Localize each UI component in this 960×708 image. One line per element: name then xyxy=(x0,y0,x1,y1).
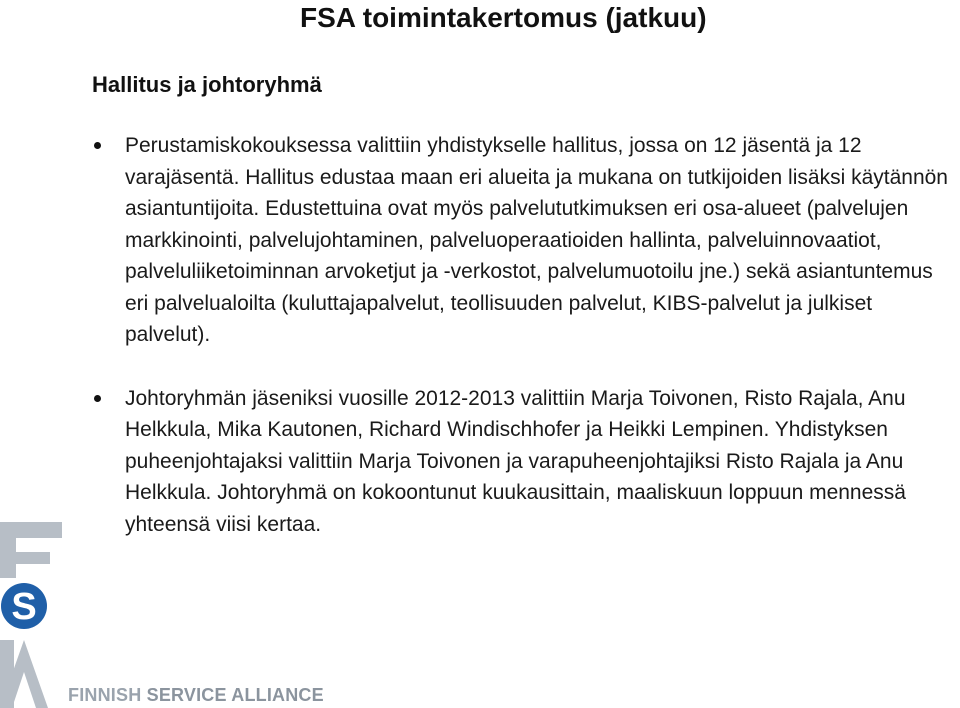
bullet-dot-icon xyxy=(94,395,101,402)
bullet-item xyxy=(90,130,950,351)
fsa-logo-icon xyxy=(0,522,62,708)
bullet-text: Johtoryhmän jäseniksi vuosille 2012-2013 valittiin Marja Toivonen, Risto Rajala, Anu Helkkula, Mika Kautonen, Richard Windischhofer ja Heikki Lempinen. Yhdistyksen puheenjohtajaksi valittiin Marja Toivonen ja varapuheenjohtajiksi Risto Rajala ja Anu Helkkula. Johtoryhmä on kokoontunut kuukausittain, maaliskuun loppuun mennessä yhteensä viisi kertaa. xyxy=(125,386,906,536)
logo-wordmark xyxy=(68,684,324,706)
logo-mark-letter: S xyxy=(11,586,37,628)
bullet-list xyxy=(90,130,950,540)
logo-word-service-alliance: SERVICE ALLIANCE xyxy=(146,685,324,705)
bullet-item xyxy=(90,383,950,541)
bullet-text: Perustamiskokouksessa valittiin yhdistykselle hallitus, jossa on 12 jäsentä ja 12 varajäsentä. Hallitus edustaa maan eri alueita ja mukana on tutkijoiden lisäksi käytännön asiantuntijoita. Edustettuina ovat myös palvelututkimuksen eri osa-alueet (palvelujen markkinointi, palvelujohtaminen, palveluoperaatioiden hallinta, palveluinnovaatiot, palveluliiketoiminnan arvoketjut ja -verkostot, palvelumuotoilu jne.) sekä asiantuntemus eri palvelualoilta (kuluttajapalvelut, teollisuuden palvelut, KIBS-palvelut ja julkiset palvelut). xyxy=(125,134,948,346)
bullet-dot-icon xyxy=(94,142,101,149)
section-title: Hallitus ja johtoryhmä xyxy=(92,72,322,97)
slide-title: FSA toimintakertomus (jatkuu) xyxy=(300,2,707,33)
logo-word-finnish: FINNISH xyxy=(68,685,142,705)
